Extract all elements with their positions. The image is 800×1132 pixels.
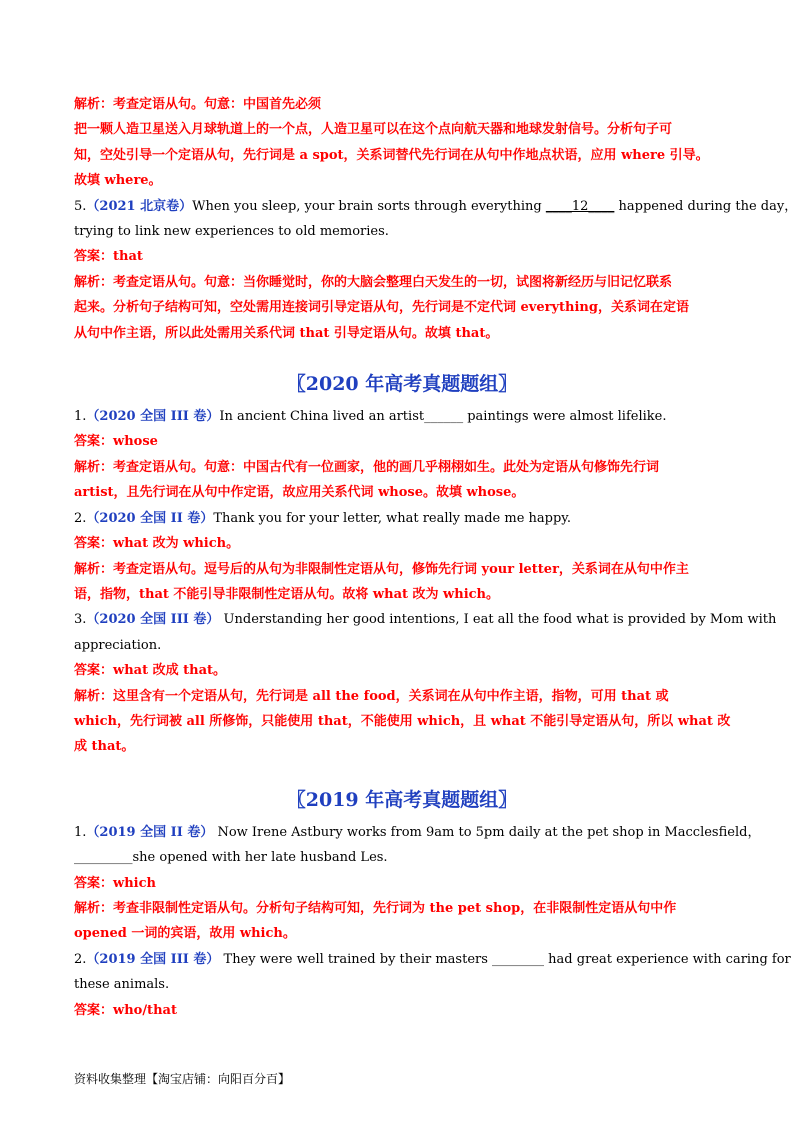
question-stem-line2: appreciation. xyxy=(74,637,162,653)
question-number: 5. xyxy=(74,198,87,214)
analysis-line: 解析：考查定语从句。逗号后的从句为非限制性定语从句，修饰先行词 your letter，关系词在从句中作主 xyxy=(74,561,689,577)
question-number: 3. xyxy=(74,612,87,628)
analysis-line: 解析：考查定语从句。句意：当你睡觉时，你的大脑会整理白天发生的一切，试图将新经历与旧记忆联系 xyxy=(74,274,673,290)
answer-line: 答案：which xyxy=(74,875,156,891)
question-stem-line2: _________she opened with her late husband Les. xyxy=(74,850,388,866)
question-2019-2 xyxy=(74,947,791,1023)
section-heading-2019: 〖2019 年高考真题题组〗 xyxy=(286,788,518,811)
answer-line: 答案：who/that xyxy=(74,1002,177,1018)
question-source: （2020 全国 III 卷） xyxy=(86,612,220,628)
answer-line: 答案：whose xyxy=(74,434,158,450)
stem-text: Understanding her good intentions, I eat all the food what is provided by Mom with xyxy=(219,612,777,628)
question-source: （2020 全国 II 卷） xyxy=(86,510,214,526)
question-2019-1 xyxy=(74,820,761,947)
analysis-line: which，先行词被 all 所修饰，只能使用 that，不能使用 which，且 what 不能引导定语从句，所以 what 改 xyxy=(74,713,731,729)
question-stem xyxy=(74,947,791,972)
question-stem xyxy=(74,506,730,531)
question-stem-line2: trying to link new experiences to old memories. xyxy=(74,224,389,240)
document-body xyxy=(74,92,798,1023)
question-source: （2020 全国 III 卷） xyxy=(86,409,220,425)
question-number: 2. xyxy=(74,951,87,967)
answer-line: 答案：that xyxy=(74,249,143,265)
analysis-block-top xyxy=(74,92,730,194)
question-stem-line2: these animals. xyxy=(74,977,170,993)
stem-text: In ancient China lived an artist______ paintings were almost lifelike. xyxy=(219,409,667,425)
section-heading-2020: 〖2020 年高考真题题组〗 xyxy=(286,373,518,396)
question-2020-1 xyxy=(74,404,730,506)
question-number: 1. xyxy=(74,824,87,840)
analysis-line: artist，且先行词在从句中作定语，故应用关系代词 whose。故填 whose。 xyxy=(74,485,525,501)
question-source: （2021 北京卷） xyxy=(86,198,193,214)
question-2020-3 xyxy=(74,607,777,759)
answer-line: 答案：what 改为 which。 xyxy=(74,536,240,552)
stem-text: Now Irene Astbury works from 9am to 5pm daily at the pet shop in Macclesfield， xyxy=(213,824,761,840)
question-2020-2 xyxy=(74,506,730,608)
analysis-line: 解析：考查定语从句。句意：中国首先必须 xyxy=(74,97,322,112)
analysis-line: 成 that。 xyxy=(74,739,135,755)
analysis-line: 从句中作主语，所以此处需用关系代词 that 引导定语从句。故填 that。 xyxy=(74,325,499,341)
analysis-line: 解析：考查非限制性定语从句。分析句子结构可知，先行词为 the pet shop，在非限制性定语从句中作 xyxy=(74,900,677,916)
analysis-line: 解析：考查定语从句。句意：中国古代有一位画家，他的画几乎栩栩如生。此处为定语从句修饰先行词 xyxy=(74,459,660,475)
page-footer: 资料收集整理【淘宝店铺：向阳百分百】 xyxy=(74,1072,291,1086)
analysis-line: 故填 where。 xyxy=(74,173,162,189)
question-stem xyxy=(74,404,730,429)
question-stem xyxy=(74,607,777,632)
question-source: （2019 全国 II 卷） xyxy=(86,824,214,840)
question-2021-5 xyxy=(74,194,798,346)
analysis-line: 语，指物，that 不能引导非限制性定语从句。故将 what 改为 which。 xyxy=(74,586,500,602)
stem-text: They were well trained by their masters ________ had great experience with caring for xyxy=(219,951,791,967)
answer-line: 答案：what 改成 that。 xyxy=(74,663,227,679)
stem-text: When you sleep, your brain sorts through everything xyxy=(192,198,546,214)
question-source: （2019 全国 III 卷） xyxy=(86,951,220,967)
question-number: 2. xyxy=(74,510,87,526)
analysis-line: 把一颗人造卫星送入月球轨道上的一个点，人造卫星可以在这个点向航天器和地球发射信号。分析句子可 xyxy=(74,122,673,138)
analysis-line: 解析：这里含有一个定语从句，先行词是 all the food，关系词在从句中作主语，指物，可用 that 或 xyxy=(74,688,669,704)
question-stem xyxy=(74,820,761,845)
stem-text: Thank you for your letter, what really made me happy. xyxy=(213,510,572,526)
question-number: 1. xyxy=(74,409,87,425)
question-stem xyxy=(74,194,798,219)
stem-text: happened during the day， xyxy=(614,198,798,214)
analysis-line: 起来。分析句子结构可知，空处需用连接词引导定语从句，先行词是不定代词 everything，关系词在定语 xyxy=(74,300,689,316)
analysis-line: 知，空处引导一个定语从句，先行词是 a spot，关系词替代先行词在从句中作地点状语，应用 where 引导。 xyxy=(74,147,709,163)
answer-blank: ____12____ xyxy=(545,198,615,214)
analysis-line: opened 一词的宾语，故用 which。 xyxy=(74,926,296,942)
